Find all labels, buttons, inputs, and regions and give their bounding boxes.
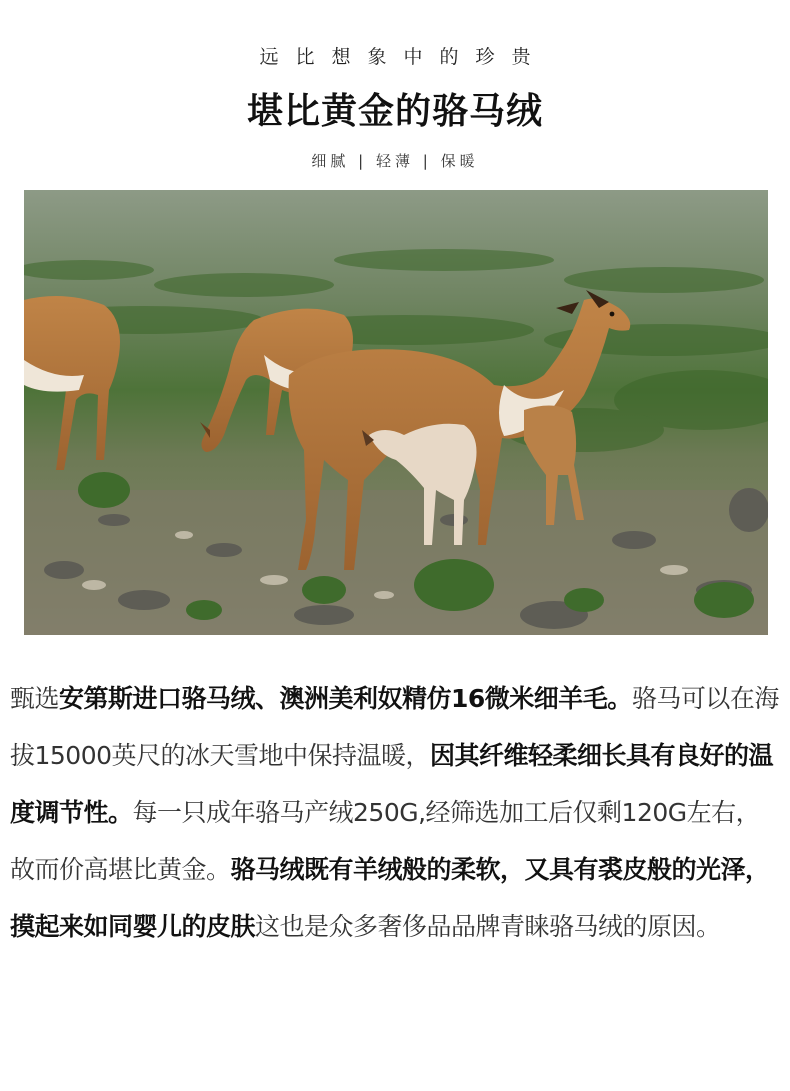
page-title: 堪比黄金的骆马绒 [246,91,543,132]
page-subtitle: 远比想象中的珍贵 [259,46,548,68]
paragraph-segment: 骆马可以在海拔15000英尺的冰天雪地中保持温暖， [10,684,779,770]
paragraph-segment: 每一只成年骆马产绒250G,经筛选加工后仅剩120G左右，故而价高堪比黄金。 [10,798,761,884]
vicuna-herd-photo [24,190,768,635]
paragraph-bold-segment: 安第斯进口骆马绒、澳洲美利奴精仿16微米细羊毛。 [59,684,632,713]
page-tagline: 细腻 | 轻薄 | 保暖 [311,152,479,170]
paragraph-segment: 这也是众多奢侈品品牌青睐骆马绒的原因。 [255,912,721,941]
paragraph-bold-segment: 骆马绒既有羊绒般的柔软，又具有裘皮般的光泽，摸起来如同婴儿的皮肤 [10,855,770,941]
vicuna-illustration [24,190,768,635]
page-header [0,40,790,172]
paragraph-bold-segment: 因其纤维轻柔细长具有良好的温度调节性。 [10,741,774,827]
paragraph-segment: 甄选 [10,684,60,713]
description-paragraph [10,670,782,955]
